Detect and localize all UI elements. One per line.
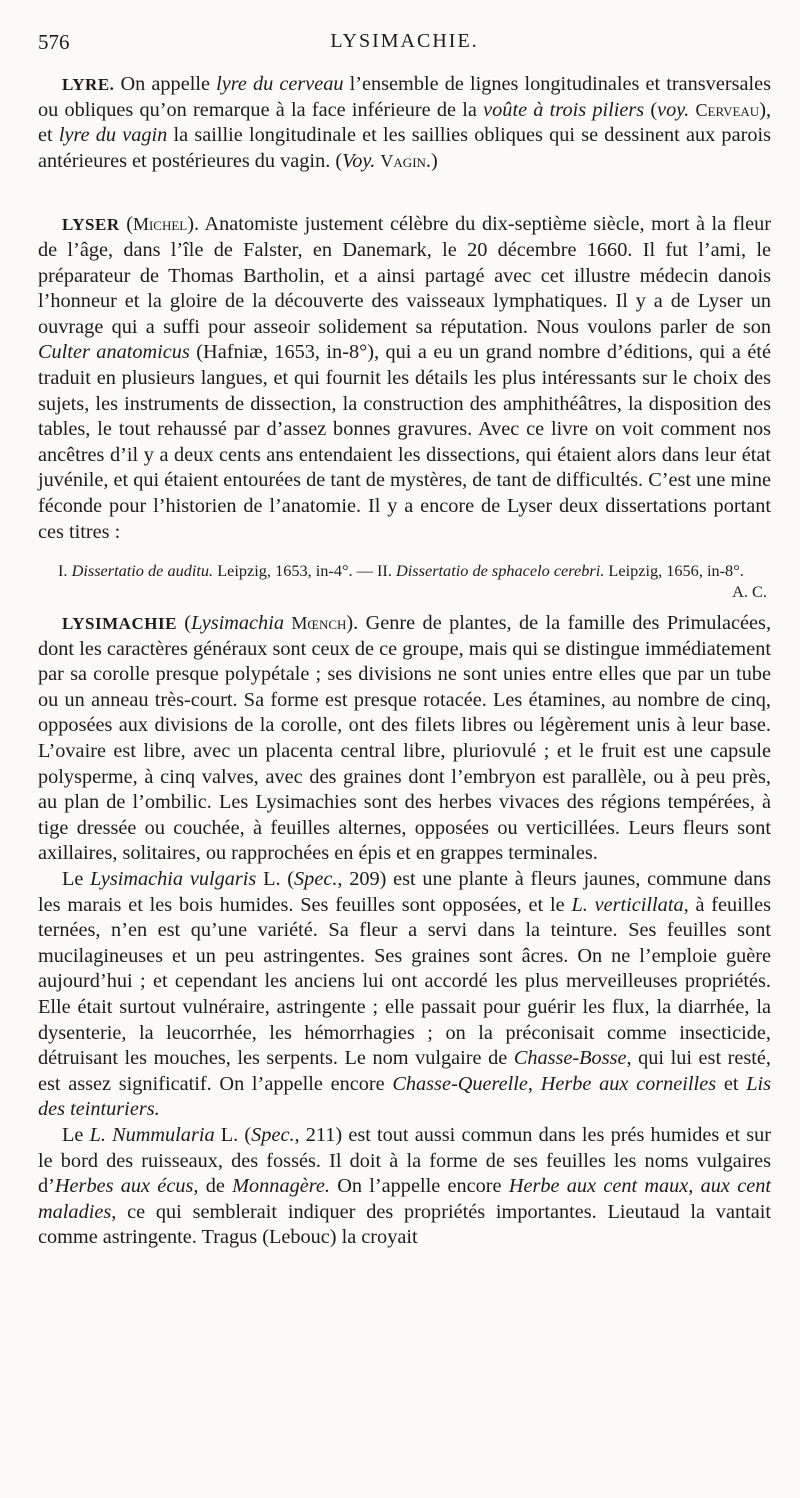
text-run: ( (176, 612, 192, 635)
headword-lyre: LYRE. (62, 75, 115, 94)
paragraph-vulgaris (38, 867, 771, 1123)
italic-run: Lis des teinturiers. (38, 1072, 771, 1121)
bibliography-lyser (38, 560, 771, 602)
bib-number: I. (58, 561, 68, 581)
cross-reference: Vagin (380, 150, 426, 171)
bib-detail: Leipzig, 1653, in-4°. — (213, 561, 378, 581)
text-run: .) (425, 149, 438, 172)
text-run: l’ensemble de lignes longitudinales et transversales ou obliques qu’on remarque à la face inférieure de la (38, 73, 771, 121)
italic-run: L. Nummularia (89, 1123, 215, 1146)
bib-title: Dissertatio de sphacelo cerebri. (396, 561, 605, 581)
italic-run: L. verticillata (571, 893, 684, 916)
running-title: LYSIMACHIE. (330, 30, 479, 52)
text-run: ( (119, 213, 133, 236)
text-run: ). Anatomiste justement célèbre du dix-septième siècle, mort à la fleur de l’âge, dans l’île de Falster, en Danemark, le 20 décembre 1660. Il fut l’ami, le préparateur de Thomas Bartholin, et a ainsi partagé avec cet illustre médecin danois l’honneur et la gloire de la découverte des vaisseaux lymphatiques. Il y a de Lyser un ouvrage qui a suffi pour asseoir solidement sa réputation. Nous voulons parler de son (38, 213, 771, 338)
signature: A. C. (732, 582, 767, 602)
text-run: , ce qui semblerait indiquer des propriétés importantes. Lieutaud la vantait comme astringente. Tragus (Lebouc) la croyait (38, 1200, 771, 1249)
text-run: , qui lui est resté, est assez significatif. On l’appelle encore (38, 1047, 772, 1095)
text-run: , de (193, 1175, 233, 1198)
italic-run: Chasse-Querelle, Herbe aux corneilles (392, 1072, 717, 1095)
italic-run: Voy. (342, 149, 376, 172)
text-run: Le (62, 1123, 90, 1146)
entry-lyre (38, 72, 771, 174)
text-run: ). Genre de plantes, de la famille des Primulacées, dont les caractères généraux sont ceux de ce groupe, mais qui se distingue immédiatement par sa corolle presque polypétale ; ses divisions ne sont unies entre elles que par un tube ou un anneau très-court. Sa forme est presque rotacée. Les étamines, au nombre de cinq, opposées aux divisions de la corolle, ont des filets libres ou légèrement unis à leur base. L’ovaire est libre, avec un placenta central libre, pluriovulé ; et le fruit est une capsule polysperme, à cinq valves, avec des graines dont l’embryon est parallèle, ou à peu près, au plan de l’ombilic. Les Lysimachies sont des herbes vivaces des régions tempérées, à tige dressée ou couchée, à feuilles alternes, opposées ou verticillées. Leurs fleurs sont axillaires, solitaires, ou rapprochées en épis et en grappes terminales. (38, 612, 772, 865)
text-run: , 209) est une plante à fleurs jaunes, commune dans les marais et les bois humides. Ses feuilles sont opposées, et le (38, 868, 771, 916)
italic-run: Herbes aux écus (54, 1175, 194, 1198)
cross-reference: Cerveau (695, 99, 760, 120)
entry-spacer (38, 581, 771, 611)
page-body (38, 72, 771, 1251)
italic-run: Monnagère. (232, 1175, 330, 1198)
text-run: L. ( (214, 1123, 252, 1146)
entry-lyser (38, 212, 771, 545)
bib-detail: Leipzig, 1656, in-8°. (604, 561, 744, 581)
italic-run: Spec. (294, 868, 338, 891)
italic-run: Lysimachia (191, 612, 284, 635)
text-run: la saillie longitudinale et les saillies obliques qui se dessinent aux parois antérieures et postérieures du vagin. ( (38, 124, 771, 172)
running-header (38, 30, 771, 60)
text-run: ( (644, 98, 658, 121)
headword-lysimachie: LYSIMACHIE (62, 614, 177, 634)
author-firstname: Michel (132, 214, 188, 235)
italic-run: Lysimachia vulgaris (90, 868, 257, 891)
italic-run: Spec. (251, 1123, 295, 1146)
italic-run: lyre du vagin (58, 124, 168, 147)
text-run: , à feuilles ternées, n’en est qu’une variété. Sa fleur a servi dans la teinture. Ses feuilles sont mucilagineuses et un peu astringentes. Ses graines sont âcres. On ne l’emploie guère aujourd’hui ; et cependant les anciens lui ont accordé les plus merveilleuses propriétés. Elle était surtout vulnéraire, astringente ; elle passait pour guérir les flux, la diarrhée, la dysenterie, la leucorrhée, les hémorrhagies ; on la préconisait comme insecticide, détruisant les mouches, les serpents. Le nom vulgaire de (38, 893, 771, 1070)
italic-run: lyre du cerveau (216, 73, 344, 95)
entry-lysimachie (38, 611, 771, 867)
text-run: et (716, 1072, 747, 1095)
bib-number: II. (377, 561, 392, 581)
text-run: ), et (38, 98, 772, 147)
text-run: On l’appelle encore (329, 1175, 509, 1198)
italic-run: voy. (657, 98, 690, 121)
text-run: On appelle (120, 73, 217, 95)
italic-run: Chasse-Bosse (513, 1047, 627, 1070)
italic-run: Culter anatomicus (38, 341, 190, 364)
author-abbrev: Mœnch (291, 613, 347, 634)
entry-spacer (38, 174, 771, 212)
headword-lyser: LYSER (62, 215, 120, 235)
paragraph-nummularia (38, 1123, 771, 1251)
text-run: L. ( (256, 868, 295, 891)
page-number: 576 (38, 30, 70, 54)
text-run: Le (62, 868, 91, 891)
text-run: (Hafniæ, 1653, in-8°), qui a eu un grand nombre d’éditions, qui a été traduit en plusieurs langues, et qui fournit les détails les plus intéressants sur le choix des sujets, les instruments de dissection, la construction des amphithéâtres, la disposition des tables, le tout rehaussé par d’assez bonnes gravures. Avec ce livre on voit comment nos ancêtres d’il y a deux cents ans entendaient les dissections, qui étaient alors dans leur état juvénile, et qui étaient entourées de tant de mystères, de tant de difficultés. C’est une mine féconde pour l’historien de l’anatomie. Il y a encore de Lyser deux dissertations portant ces titres : (38, 341, 771, 543)
bib-title: Dissertatio de auditu. (71, 561, 214, 581)
italic-run: Herbe aux cent maux, aux cent maladies (38, 1175, 771, 1223)
text-run: , 211) est tout aussi commun dans les prés humides et sur le bord des ruisseaux, des fossés. Il doit à la forme de ses feuilles les noms vulgaires d’ (38, 1123, 772, 1198)
italic-run: voûte à trois piliers (483, 98, 645, 121)
